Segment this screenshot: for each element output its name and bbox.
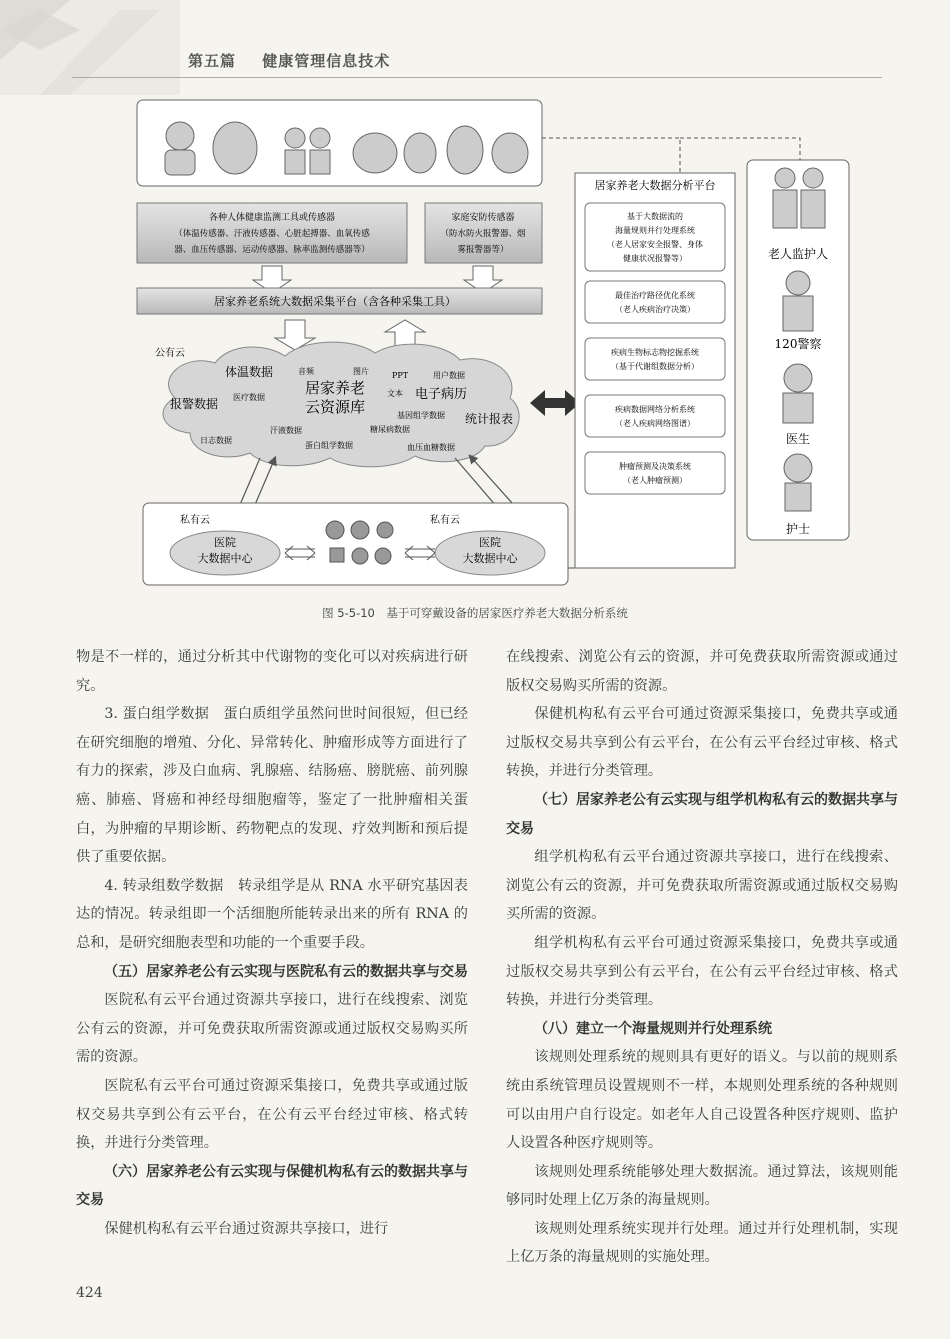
analysis-box-0-line-1: 海量规则并行处理系统	[615, 226, 695, 235]
cloud-word-tupian: 图片	[353, 367, 369, 376]
analysis-box-0-line-2: （老人居家安全报警、身体	[607, 240, 703, 249]
cloud-center-line2: 云资源库	[304, 398, 366, 416]
cloud-word-tiwen: 体温数据	[225, 365, 274, 379]
security-box-line1: （防水防火报警器、烟	[440, 229, 526, 239]
right-column	[506, 643, 898, 1272]
paragraph-left-5: 医院私有云平台可通过资源采集接口，免费共享或通过版权交易共享到公有云平台，在公有云平台经过审核、格式转换，并进行分类管理。	[76, 1077, 468, 1152]
role-label-1: 120警察	[774, 337, 822, 351]
analysis-box-2	[585, 338, 725, 380]
analysis-box-1	[585, 281, 725, 323]
cloud-word-rizhi: 日志数据	[200, 436, 232, 445]
collection-platform-label: 居家养老系统大数据采集平台（含各种采集工具）	[214, 295, 456, 308]
cloud-word-dianzi: 电子病历	[415, 387, 468, 402]
header-rule	[72, 77, 882, 78]
double-arrow-analysis	[530, 390, 580, 416]
security-box-title: 家庭安防传感器	[451, 213, 515, 223]
analysis-box-3-line-1: （老人疾病网络图谱）	[615, 419, 695, 428]
analysis-box-3-line-0: 疾病数据网络分析系统	[615, 405, 695, 414]
analysis-box-2-line-0: 疾病生物标志物挖掘系统	[611, 348, 699, 357]
cloud-word-hanye: 汗液数据	[270, 426, 302, 435]
analysis-box-0-line-3: 健康状况报警等）	[623, 254, 687, 263]
analysis-box-4-line-0: 肿瘤预测及决策系统	[619, 462, 691, 471]
paragraph-left-0: 物是不一样的，通过分析其中代谢物的变化可以对疾病进行研究。	[76, 649, 468, 694]
role-label-3: 护士	[785, 522, 811, 536]
analysis-box-2-line-1: （基于代谢组数据分析）	[611, 362, 699, 371]
paragraph-right-0: 在线搜索、浏览公有云的资源，并可免费获取所需资源或通过版权交易购买所需的资源。	[506, 649, 898, 694]
cloud-center-line1: 居家养老	[304, 379, 366, 397]
figure-diagram	[135, 98, 855, 598]
page-number: 424	[76, 1285, 103, 1301]
private-cloud-left-label: 私有云	[180, 515, 210, 526]
paragraph-right-8: 该规则处理系统实现并行处理。通过并行处理机制，实现上亿万条的海量规则的实施处理。	[506, 1220, 898, 1266]
private-cloud-right-label: 私有云	[430, 515, 460, 526]
paragraph-right-3: 组学机构私有云平台通过资源共享接口，进行在线搜索、浏览公有云的资源，并可免费获取所需资源或通过版权交易购买所需的资源。	[506, 849, 898, 923]
role-label-0: 老人监护人	[767, 247, 829, 261]
analysis-box-4-line-1: （老人肿瘤预测）	[623, 476, 687, 485]
cloud-word-xuetang: 血压血糖数据	[407, 443, 455, 452]
cloud-word-tangniao: 糖尿病数据	[370, 425, 410, 434]
figure-caption: 图 5-5-10 基于可穿戴设备的居家医疗养老大数据分析系统	[322, 606, 628, 620]
paragraph-left-4: 医院私有云平台通过资源共享接口，进行在线搜索、浏览公有云的资源，并可免费获取所需资源或通过版权交易购买所需的资源。	[76, 992, 468, 1066]
analysis-box-1-line-1: （老人疾病治疗决策）	[615, 305, 695, 314]
role-label-2: 医生	[785, 432, 811, 446]
section-heading-left-3: （五）居家养老公有云实现与医院私有云的数据共享与交易	[104, 963, 468, 980]
hospital-right-line2: 大数据中心	[462, 552, 518, 565]
sensor-box-line1: （体温传感器、汗液传感器、心脏起搏器、血氧传感	[174, 229, 370, 239]
sensor-box-title: 各种人体健康监测工具或传感器	[208, 213, 336, 223]
cloud-word-tongji: 统计报表	[465, 412, 514, 426]
sensor-box-line2: 器、血压传感器、运动传感器、脉率监测传感器等）	[174, 245, 370, 255]
analysis-platform-title: 居家养老大数据分析平台	[594, 179, 716, 192]
running-header	[188, 50, 410, 71]
analysis-box-3	[585, 395, 725, 437]
paragraph-left-1: 3. 蛋白组学数据 蛋白质组学虽然问世时间很短，但已经在研究细胞的增殖、分化、异常转化、肿瘤形成等方面进行了有力的探索，涉及白血病、乳腺癌、结肠癌、膀胱癌、前列腺癌、肺癌、肾癌和神经母细胞瘤等，鉴定了一批肿瘤相关蛋白，为肿瘤的早期诊断、药物靶点的发现、疗效判断和预后提供了重要依据。	[76, 706, 468, 866]
paragraph-right-7: 该规则处理系统能够处理大数据流。通过算法，该规则能够同时处理上亿万条的海量规则。	[506, 1163, 898, 1209]
paragraph-left-7: 保健机构私有云平台通过资源共享接口，进行	[104, 1220, 389, 1237]
hospital-left-line1: 医院	[214, 536, 236, 549]
public-cloud-label: 公有云	[155, 348, 185, 359]
left-column	[76, 643, 468, 1243]
analysis-box-1-line-0: 最佳治疗路径优化系统	[615, 291, 695, 300]
hospital-left-line2: 大数据中心	[197, 552, 253, 565]
section-heading-right-5: （八）建立一个海量规则并行处理系统	[534, 1020, 772, 1037]
section-heading-right-2: （七）居家养老公有云实现与组学机构私有云的数据共享与交易	[506, 791, 898, 837]
paragraph-right-1: 保健机构私有云平台可通过资源采集接口，免费共享或通过版权交易共享到公有云平台，在公有云平台经过审核、格式转换，并进行分类管理。	[506, 706, 898, 780]
paragraph-right-6: 该规则处理系统的规则具有更好的语义。与以前的规则系统由系统管理员设置规则不一样，本规则处理系统的各种规则可以由用户自行设定。如老年人自己设置各种医疗规则、监护人设置各种医疗规则等。	[506, 1049, 898, 1152]
header-title: 健康管理信息技术	[262, 52, 391, 70]
cloud-word-yiliao: 医疗数据	[233, 393, 265, 402]
header-part: 第五篇	[188, 52, 237, 70]
cloud-word-wenben: 文本	[387, 389, 403, 398]
analysis-box-4	[585, 452, 725, 494]
cloud-word-yinpin: 音频	[298, 367, 314, 376]
analysis-box-0-line-0: 基于大数据流的	[627, 212, 683, 221]
cloud-word-yonghu: 用户数据	[433, 371, 465, 380]
cloud-word-ppt: PPT	[392, 371, 409, 380]
paragraph-right-4: 组学机构私有云平台可通过资源采集接口，免费共享或通过版权交易共享到公有云平台，在公有云平台经过审核、格式转换，并进行分类管理。	[506, 934, 898, 1009]
section-heading-left-6: （六）居家养老公有云实现与保健机构私有云的数据共享与交易	[76, 1163, 468, 1209]
cloud-word-baojing: 报警数据	[170, 397, 219, 411]
hospital-right-line1: 医院	[479, 536, 501, 549]
security-box-line2: 雾报警器等）	[457, 245, 509, 255]
cloud-word-jiyin: 基因组学数据	[397, 411, 445, 420]
corner-decoration	[0, 0, 180, 95]
cloud-word-danbai: 蛋白组学数据	[305, 441, 353, 450]
paragraph-left-2: 4. 转录组数学数据 转录组学是从 RNA 水平研究基因表达的情况。转录组即一个活细胞所能转录出来的所有 RNA 的总和，是研究细胞表型和功能的一个重要手段。	[76, 877, 468, 951]
